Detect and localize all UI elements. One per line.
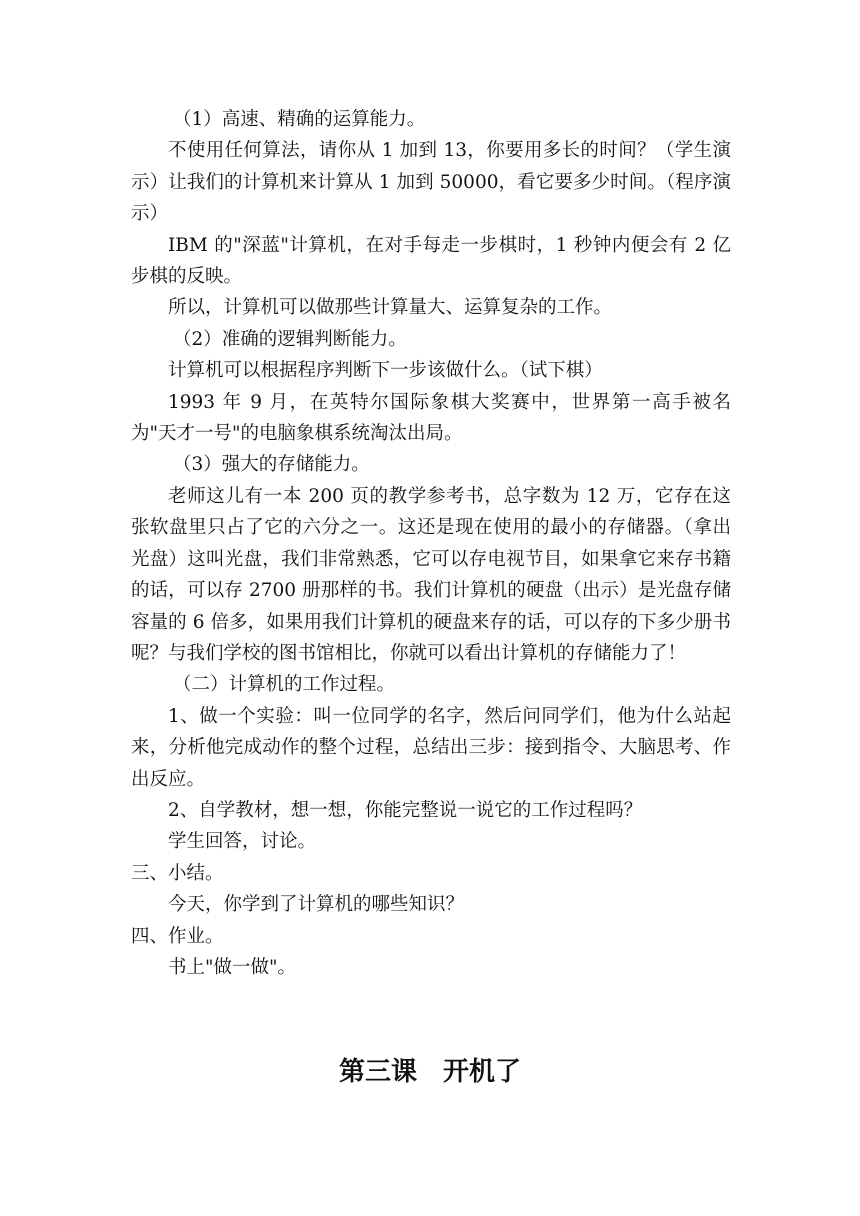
document-body xyxy=(131,104,731,983)
paragraph-15: 今天，你学到了计算机的哪些知识？ xyxy=(168,894,465,916)
paragraph-6: 计算机可以根据程序判断下一步该做什么。（试下棋） xyxy=(168,360,603,382)
section-heading-summary: 三、小结。 xyxy=(131,862,224,884)
paragraph-9: 老师这儿有一本 200 页的教学参考书，总字数为 12 万，它存在这张软盘里只占了它的六分之一。这还是现在使用的最小的存储器。（拿出光盘）这叫光盘，我们非常熟悉，它可以存电视节目，如果拿它来存书籍的话，可以存 2700 册那样的书。我们计算机的硬盘（出示）是光盘存储容量的 6 倍多，如果用我们计算机的硬盘来存的话，可以存的下多少册书呢？与我们学校的图书馆相比，你就可以看出计算机的存储能力了！ xyxy=(131,485,731,664)
section-heading-homework: 四、作业。 xyxy=(131,925,224,947)
paragraph-12: 2、自学教材，想一想，你能完整说一说它的工作过程吗？ xyxy=(168,799,643,821)
paragraph-4: 所以，计算机可以做那些计算量大、运算复杂的工作。 xyxy=(168,297,613,319)
lesson-heading: 第三课 开机了 xyxy=(338,1057,521,1087)
paragraph-5: （2）准确的逻辑判断能力。 xyxy=(173,328,407,350)
paragraph-1: （1）高速、精确的运算能力。 xyxy=(173,109,426,130)
paragraph-13: 学生回答，讨论。 xyxy=(168,831,317,853)
paragraph-10: （二）计算机的工作过程。 xyxy=(173,674,396,696)
paragraph-8: （3）强大的存储能力。 xyxy=(173,454,370,476)
paragraph-11: 1、做一个实验：叫一位同学的名字，然后问同学们，他为什么站起来，分析他完成动作的整个过程，总结出三步：接到指令、大脑思考、作出反应。 xyxy=(131,705,731,790)
paragraph-2: 不使用任何算法，请你从 1 加到 13，你要用多长的时间？（学生演示）让我们的计算机来计算从 1 加到 50000，看它要多少时间。（程序演示） xyxy=(131,140,731,225)
paragraph-3: IBM 的"深蓝"计算机，在对手每走一步棋时，1 秒钟内便会有 2 亿步棋的反映。 xyxy=(131,234,731,288)
paragraph-17: 书上"做一做"。 xyxy=(168,956,297,978)
paragraph-7: 1993 年 9 月，在英特尔国际象棋大奖赛中，世界第一高手被名为"天才一号"的电脑象棋系统淘汰出局。 xyxy=(131,391,731,445)
